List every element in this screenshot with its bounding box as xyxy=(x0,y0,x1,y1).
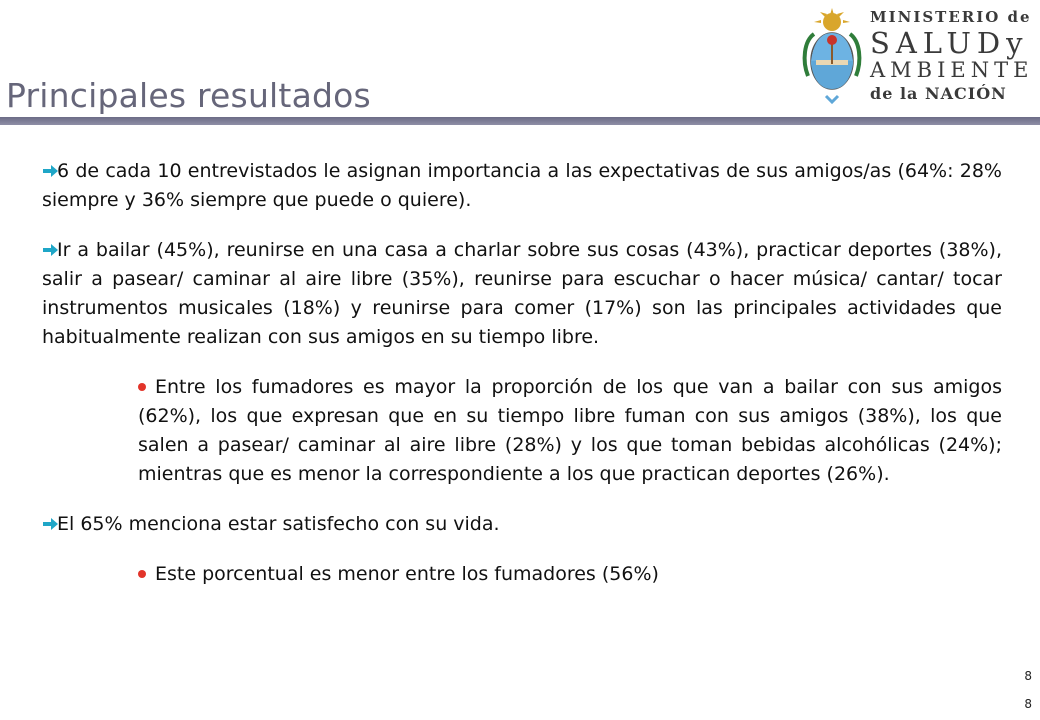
list-item xyxy=(138,560,1002,589)
list-item xyxy=(42,510,1002,539)
logo-line: AMBIENTE xyxy=(870,58,1034,82)
list-item xyxy=(42,236,1002,352)
results-list xyxy=(42,157,1002,610)
bullet-dot-icon xyxy=(138,383,146,391)
logo-line: MINISTERIO de xyxy=(870,8,1032,26)
ministry-logo xyxy=(800,6,1038,106)
page-title: Principales resultados xyxy=(6,76,371,115)
title-divider xyxy=(0,117,1040,125)
page-number: 8 xyxy=(1024,697,1032,711)
coat-of-arms-icon xyxy=(800,6,864,106)
ministry-name xyxy=(870,10,1038,102)
bullet-text: Este porcentual es menor entre los fumadores (56%) xyxy=(155,563,659,585)
bullet-text: 6 de cada 10 entrevistados le asignan importancia a las expectativas de sus amigos/as (64%: 28% siempre y 36% siempre que puede o quiere). xyxy=(42,160,1002,211)
list-item xyxy=(42,157,1002,215)
list-item xyxy=(138,373,1002,489)
bullet-dot-icon xyxy=(138,570,146,578)
logo-line: de la NACIÓN xyxy=(870,84,1007,103)
bullet-text: Ir a bailar (45%), reunirse en una casa a charlar sobre sus cosas (43%), practicar deportes (38%), salir a pasear/ caminar al aire libre (35%), reunirse para escuchar o hacer música/ cantar/ tocar instrumentos musicales (18%) y reunirse para comer (17%) son las principales actividades que habitualmente realizan con sus amigos en su tiempo libre. xyxy=(42,239,1002,348)
page-number: 8 xyxy=(1024,669,1032,683)
bullet-text: Entre los fumadores es mayor la proporción de los que van a bailar con sus amigos (62%), los que expresan que en su tiempo libre fuman con sus amigos (38%), los que salen a pasear/ caminar al aire libre (28%) y los que toman bebidas alcohólicas (24%); mientras que es menor la correspondiente a los que practican deportes (26%). xyxy=(138,376,1002,485)
bullet-text: El 65% menciona estar satisfecho con su vida. xyxy=(57,513,500,535)
logo-line: SALUDy xyxy=(870,26,1029,60)
